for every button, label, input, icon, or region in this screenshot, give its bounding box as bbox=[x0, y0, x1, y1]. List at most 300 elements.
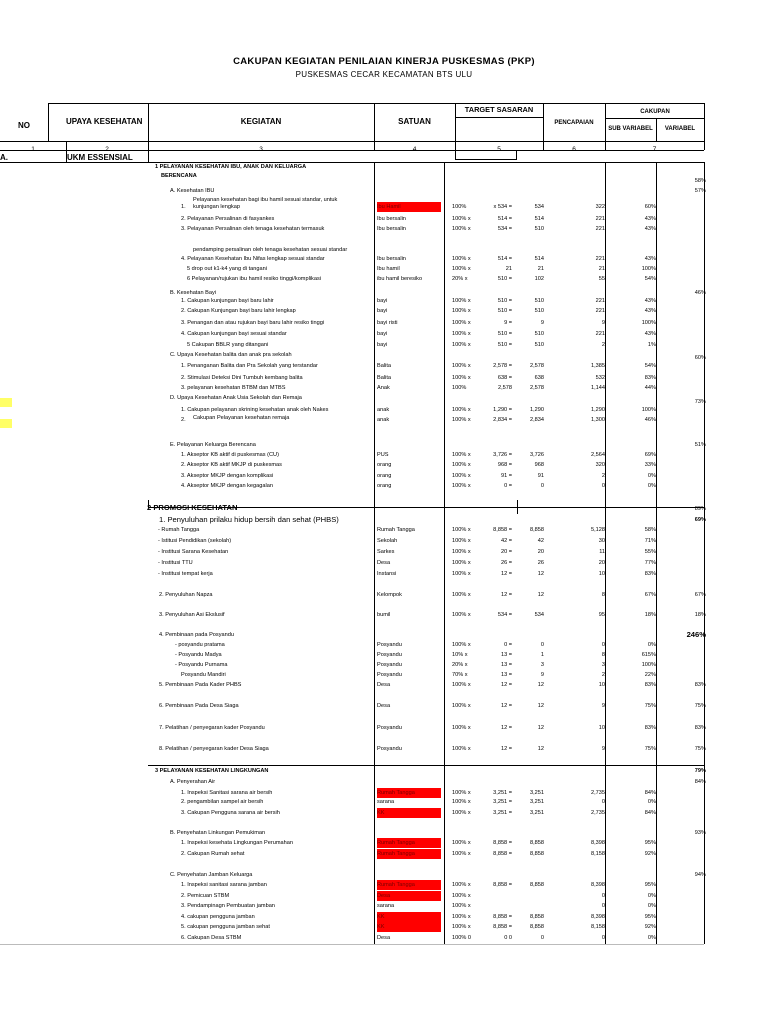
pencapaian-cell: 3 bbox=[601, 662, 605, 668]
kegiatan-cell: - Posyandu Madya bbox=[175, 652, 222, 658]
kegiatan-cell: 4. Akseptor MKJP dengan kegagalan bbox=[181, 483, 273, 489]
kegiatan-cell: B. Kesehatan Bayi bbox=[170, 290, 217, 296]
target-value-cell: 0 0 bbox=[504, 935, 512, 941]
target-value-cell: 3,251 = bbox=[493, 810, 512, 816]
header-variabel: VARIABEL bbox=[664, 126, 696, 132]
target-value-cell: 91 = bbox=[500, 473, 512, 479]
variabel-cell: 89% bbox=[694, 506, 706, 512]
pencapaian-cell: 320 bbox=[595, 462, 605, 468]
satuan-cell: Rumah Tangga bbox=[377, 838, 441, 848]
target-result-cell: 12 bbox=[537, 725, 544, 731]
page-title: CAKUPAN KEGIATAN PENILAIAN KINERJA PUSKESMAS (PKP) bbox=[233, 56, 535, 67]
target-result-cell: 2,834 bbox=[530, 417, 544, 423]
satuan-cell: orang bbox=[377, 462, 392, 468]
variabel-cell: 57% bbox=[694, 188, 706, 194]
satuan-cell: Rumah Tangga bbox=[377, 527, 415, 533]
pencapaian-cell: 1,300 bbox=[591, 417, 605, 423]
kegiatan-cell: 2. pengambilan sampel air bersih bbox=[181, 799, 264, 805]
kegiatan-cell: - Institusi tempat kerja bbox=[158, 571, 213, 577]
variabel-cell: 246% bbox=[686, 630, 706, 639]
kegiatan-cell: 5. cakupan pengguna jamban sehat bbox=[181, 924, 270, 930]
target-result-cell: 1,290 bbox=[530, 407, 544, 413]
sub-variabel-cell: 92% bbox=[644, 851, 656, 857]
pencapaian-cell: 0 bbox=[601, 893, 605, 899]
sub-variabel-cell: 54% bbox=[644, 276, 656, 282]
variabel-cell: 51% bbox=[694, 442, 706, 448]
pencapaian-cell: 20 bbox=[598, 560, 605, 566]
sub-variabel-cell: 0% bbox=[647, 935, 656, 941]
table-row bbox=[0, 766, 768, 776]
satuan-cell: Rumah Tangga bbox=[377, 849, 441, 859]
satuan-cell: anak bbox=[377, 417, 390, 423]
header-pencapaian: PENCAPAIAN bbox=[554, 120, 594, 126]
target-result-cell: 12 bbox=[537, 592, 544, 598]
table-row bbox=[0, 650, 768, 660]
satuan-cell: Anak bbox=[377, 385, 390, 391]
kegiatan-cell: 4. Pembinaan pada Posyandu bbox=[159, 632, 234, 638]
table-row bbox=[0, 274, 768, 284]
target-result-cell: 91 bbox=[537, 473, 544, 479]
target-value-cell: 12 = bbox=[500, 703, 512, 709]
target-result-cell: 514 bbox=[534, 216, 544, 222]
target-result-cell: 12 bbox=[537, 703, 544, 709]
sub-variabel-cell: 100% bbox=[641, 320, 656, 326]
pencapaian-cell: 0 bbox=[601, 799, 605, 805]
target-value-cell: 534 = bbox=[497, 226, 512, 232]
table-row bbox=[0, 880, 768, 890]
variabel-cell: 75% bbox=[694, 746, 706, 752]
satuan-cell: Ibu bersalin bbox=[377, 256, 406, 262]
target-result-cell: 638 bbox=[534, 375, 544, 381]
pencapaian-cell: 0 bbox=[601, 642, 605, 648]
sub-variabel-cell: 100% bbox=[641, 266, 656, 272]
target-result-cell: 26 bbox=[537, 560, 544, 566]
table-row bbox=[0, 329, 768, 339]
target-percent-cell: 100% bbox=[452, 385, 467, 391]
target-percent-cell: 100% x bbox=[452, 592, 471, 598]
target-result-cell: 21 bbox=[537, 266, 544, 272]
target-result-cell: 42 bbox=[537, 538, 544, 544]
table-row bbox=[0, 340, 768, 350]
kegiatan-cell: 1. bbox=[181, 204, 186, 210]
kegiatan-cell: 3. pelayanan kesehatan BTBM dan MTBS bbox=[181, 385, 286, 391]
variabel-cell: 84% bbox=[694, 779, 706, 785]
pencapaian-cell: 221 bbox=[595, 216, 605, 222]
kegiatan-cell: - Istitusi Pendidikan (sekolah) bbox=[158, 538, 232, 544]
target-percent-cell: 100% x bbox=[452, 840, 471, 846]
sub-variabel-cell: 83% bbox=[644, 682, 656, 688]
satuan-cell: bayi bbox=[377, 342, 388, 348]
kegiatan-cell: - posyandu pratama bbox=[175, 642, 225, 648]
pencapaian-cell: 532 bbox=[595, 375, 605, 381]
table-row bbox=[0, 547, 768, 557]
target-value-cell: 21 bbox=[505, 266, 512, 272]
target-percent-cell: 100% x bbox=[452, 810, 471, 816]
target-result-cell: 8,858 bbox=[530, 840, 544, 846]
table-row bbox=[0, 306, 768, 316]
target-percent-cell: 70% x bbox=[452, 672, 468, 678]
satuan-cell: Desa bbox=[377, 891, 441, 901]
kegiatan-cell: A. Penyerahan Air bbox=[170, 779, 216, 785]
sub-variabel-cell: 69% bbox=[644, 452, 656, 458]
target-percent-cell: 100% x bbox=[452, 560, 471, 566]
pencapaian-cell: 10 bbox=[598, 571, 605, 577]
sub-variabel-cell: 83% bbox=[644, 571, 656, 577]
satuan-cell: Ibu hamil bbox=[377, 266, 400, 272]
table-row bbox=[0, 254, 768, 264]
target-value-cell: 638 = bbox=[497, 375, 512, 381]
col-number: 4 bbox=[412, 146, 417, 153]
target-percent-cell: 100% x bbox=[452, 462, 471, 468]
kegiatan-cell: - Rumah Tangga bbox=[158, 527, 200, 533]
target-value-cell: 514 = bbox=[497, 256, 512, 262]
pencapaian-cell: 30 bbox=[598, 538, 605, 544]
sub-variabel-cell: 1% bbox=[647, 342, 656, 348]
section-letter: A. bbox=[0, 153, 8, 162]
target-result-cell: 2,578 bbox=[530, 385, 544, 391]
satuan-cell: bayi bbox=[377, 308, 388, 314]
target-percent-cell: 100% x bbox=[452, 483, 471, 489]
target-percent-cell: 100% x bbox=[452, 320, 471, 326]
variabel-cell: 79% bbox=[694, 768, 706, 774]
table-row bbox=[0, 901, 768, 911]
sub-variabel-cell: 71% bbox=[644, 538, 656, 544]
table-row bbox=[0, 176, 768, 186]
satuan-cell: orang bbox=[377, 473, 392, 479]
header-kegiatan: KEGIATAN bbox=[240, 117, 282, 126]
table-row bbox=[0, 525, 768, 535]
satuan-cell: sarana bbox=[377, 903, 395, 909]
target-result-cell: 968 bbox=[534, 462, 544, 468]
target-result-cell: 534 bbox=[534, 204, 544, 210]
pencapaian-cell: 1,290 bbox=[591, 407, 605, 413]
table-row bbox=[0, 361, 768, 371]
target-value-cell: 8,858 = bbox=[493, 924, 512, 930]
sub-variabel-cell: 58% bbox=[644, 527, 656, 533]
kegiatan-cell: 2. Pelayanan Persalinan di fasyankes bbox=[181, 216, 275, 222]
target-result-cell: 3 bbox=[540, 662, 544, 668]
sub-variabel-cell: 95% bbox=[644, 840, 656, 846]
table-row bbox=[0, 670, 768, 680]
satuan-cell: Ibu bersalin bbox=[377, 216, 406, 222]
sub-variabel-cell: 54% bbox=[644, 363, 656, 369]
table-row bbox=[0, 373, 768, 383]
kegiatan-cell: 4. Pelayanan Kesehatan Ibu Nifas lengkap sesuai standar bbox=[181, 256, 325, 262]
kegiatan-cell: 6. Cakupan Desa STBM bbox=[181, 935, 242, 941]
table-row bbox=[0, 701, 768, 711]
header-cakupan: CAKUPAN bbox=[640, 109, 670, 115]
target-value-cell: 13 = bbox=[500, 662, 512, 668]
kegiatan-cell: 1. Akseptor KB aktif di puskesmas (CU) bbox=[181, 452, 279, 458]
table-row bbox=[0, 504, 768, 514]
pencapaian-cell: 2 bbox=[601, 672, 605, 678]
target-value-cell: 510 = bbox=[497, 308, 512, 314]
satuan-cell: Posyandu bbox=[377, 725, 402, 731]
target-percent-cell: 100% bbox=[452, 204, 467, 210]
col-number: 7 bbox=[652, 146, 657, 153]
table-row bbox=[0, 640, 768, 650]
table-row bbox=[0, 264, 768, 274]
sub-variabel-cell: 0% bbox=[647, 483, 656, 489]
kegiatan-cell: 2. Pemicuan STBM bbox=[181, 893, 230, 899]
target-value-cell: 26 = bbox=[500, 560, 512, 566]
target-percent-cell: 100% x bbox=[452, 417, 471, 423]
target-value-cell: 514 = bbox=[497, 216, 512, 222]
sub-variabel-cell: 615% bbox=[641, 652, 656, 658]
table-row bbox=[0, 569, 768, 579]
table-row bbox=[0, 471, 768, 481]
target-value-cell: 2,578 = bbox=[493, 363, 512, 369]
variabel-cell: 73% bbox=[694, 399, 706, 405]
target-percent-cell: 100% x bbox=[452, 473, 471, 479]
variabel-cell: 75% bbox=[694, 703, 706, 709]
table-row bbox=[0, 744, 768, 754]
target-result-cell: 8,858 bbox=[530, 914, 544, 920]
pencapaian-cell: 8,158 bbox=[591, 851, 605, 857]
pencapaian-cell: 221 bbox=[595, 226, 605, 232]
pencapaian-cell: 221 bbox=[595, 256, 605, 262]
target-percent-cell: 100% x bbox=[452, 612, 471, 618]
kegiatan-cell: 1. Inspeksi Sanitasi sarana air bersih bbox=[181, 790, 273, 796]
target-result-cell: 510 bbox=[534, 226, 544, 232]
target-percent-cell: 100% x bbox=[452, 375, 471, 381]
table-row bbox=[0, 318, 768, 328]
pencapaian-cell: 0 bbox=[601, 483, 605, 489]
target-percent-cell: 100% x bbox=[452, 226, 471, 232]
kegiatan-cell: 1. Inspeksi kesehata Lingkungan Perumahan bbox=[181, 840, 293, 846]
satuan-cell: Desa bbox=[377, 703, 391, 709]
target-percent-cell: 100% x bbox=[452, 298, 471, 304]
target-percent-cell: 100% x bbox=[452, 746, 471, 752]
target-percent-cell: 100% x bbox=[452, 363, 471, 369]
variabel-cell: 83% bbox=[694, 725, 706, 731]
target-value-cell: 3,726 = bbox=[493, 452, 512, 458]
sub-variabel-cell: 43% bbox=[644, 308, 656, 314]
header-target: TARGET SASARAN bbox=[464, 105, 534, 114]
variabel-cell: 83% bbox=[694, 682, 706, 688]
kegiatan-cell: B. Penyehatan Linkungan Pemukiman bbox=[170, 830, 266, 836]
sub-variabel-cell: 22% bbox=[644, 672, 656, 678]
satuan-cell: Rumah Tangga bbox=[377, 788, 441, 798]
kegiatan-cell: A. Kesehatan IBU bbox=[170, 188, 215, 194]
col-number: 2 bbox=[105, 146, 109, 153]
pencapaian-cell: 0 bbox=[601, 935, 605, 941]
sub-variabel-cell: 95% bbox=[644, 914, 656, 920]
table-row bbox=[0, 460, 768, 470]
target-percent-cell: 100% x bbox=[452, 642, 471, 648]
target-result-cell: 3,251 bbox=[530, 810, 544, 816]
target-percent-cell: 100% x bbox=[452, 682, 471, 688]
highlight-cell bbox=[0, 419, 12, 428]
sub-variabel-cell: 43% bbox=[644, 226, 656, 232]
pencapaian-cell: 2,735 bbox=[591, 810, 605, 816]
pencapaian-cell: 55 bbox=[598, 276, 605, 282]
variabel-cell: 93% bbox=[694, 830, 706, 836]
sub-variabel-cell: 84% bbox=[644, 810, 656, 816]
pencapaian-cell: 95 bbox=[598, 612, 605, 618]
table-row bbox=[0, 418, 768, 428]
satuan-cell: orang bbox=[377, 483, 392, 489]
target-percent-cell: 100% x bbox=[452, 790, 471, 796]
target-result-cell: 514 bbox=[534, 256, 544, 262]
sub-variabel-cell: 33% bbox=[644, 462, 656, 468]
target-percent-cell: 100% 0 bbox=[452, 935, 471, 941]
target-result-cell: 12 bbox=[537, 571, 544, 577]
pencapaian-cell: 221 bbox=[595, 308, 605, 314]
kegiatan-cell: 6 Pelayanan/rujukan ibu hamil resiko tinggi/komplikasi bbox=[187, 276, 322, 282]
sub-variabel-cell: 75% bbox=[644, 703, 656, 709]
target-result-cell: 12 bbox=[537, 746, 544, 752]
sub-variabel-cell: 83% bbox=[644, 375, 656, 381]
kegiatan-cell: 2 PROMOSI KESEHATAN bbox=[147, 503, 238, 512]
satuan-cell: Balita bbox=[377, 363, 391, 369]
satuan-cell: bayi risti bbox=[377, 320, 398, 326]
kegiatan-cell: 5 Cakupan BBLR yang ditangani bbox=[187, 342, 269, 348]
header-no: NO bbox=[18, 121, 30, 130]
empty-cell bbox=[455, 150, 517, 160]
kegiatan-cell: - Institusi TTU bbox=[158, 560, 193, 566]
target-percent-cell: 100% x bbox=[452, 799, 471, 805]
sub-variabel-cell: 0% bbox=[647, 799, 656, 805]
kegiatan-cell: 2. Penyuluhan Napza bbox=[159, 592, 213, 598]
kegiatan-cell: Cakupan Pelayanan kesehatan remaja bbox=[193, 415, 290, 421]
table-row bbox=[0, 536, 768, 546]
kegiatan-cell: 1. Cakupan pelayanan skrining kesehatan anak oleh Nakes bbox=[181, 407, 329, 413]
sub-variabel-cell: 83% bbox=[644, 725, 656, 731]
target-value-cell: 12 = bbox=[500, 571, 512, 577]
kegiatan-cell: 3. Akseptor MKJP dengan komplikasi bbox=[181, 473, 274, 479]
target-value-cell: 8,858 = bbox=[493, 882, 512, 888]
table-row bbox=[0, 660, 768, 670]
satuan-cell: Posyandu bbox=[377, 672, 402, 678]
target-percent-cell: 10% x bbox=[452, 652, 468, 658]
target-value-cell: 510 = bbox=[497, 331, 512, 337]
sub-variabel-cell: 60% bbox=[644, 204, 656, 210]
satuan-cell: Posyandu bbox=[377, 662, 402, 668]
table-row bbox=[0, 481, 768, 491]
table-row bbox=[0, 933, 768, 943]
sub-variabel-cell: 43% bbox=[644, 256, 656, 262]
target-result-cell: 2,578 bbox=[530, 363, 544, 369]
target-percent-cell: 100% x bbox=[452, 924, 471, 930]
table-row bbox=[0, 849, 768, 859]
target-value-cell: 8,858 = bbox=[493, 851, 512, 857]
target-percent-cell: 100% x bbox=[452, 527, 471, 533]
kegiatan-cell: 5. Pembinaan Pada Kader PHBS bbox=[159, 682, 242, 688]
satuan-cell: Posyandu bbox=[377, 652, 402, 658]
target-value-cell: 42 = bbox=[500, 538, 512, 544]
table-row bbox=[0, 610, 768, 620]
variabel-cell: 46% bbox=[694, 290, 706, 296]
target-result-cell: 3,726 bbox=[530, 452, 544, 458]
satuan-cell: PUS bbox=[377, 452, 389, 458]
satuan-cell: Ibu Hamil bbox=[377, 202, 441, 212]
table-row bbox=[0, 296, 768, 306]
satuan-cell: sarana bbox=[377, 799, 395, 805]
target-percent-cell: 100% x bbox=[452, 308, 471, 314]
target-result-cell: 3,251 bbox=[530, 790, 544, 796]
target-value-cell: 510 = bbox=[497, 276, 512, 282]
target-result-cell: 9 bbox=[540, 320, 544, 326]
satuan-cell: Desa bbox=[377, 935, 391, 941]
table-row bbox=[0, 450, 768, 460]
pencapaian-cell: 8,398 bbox=[591, 914, 605, 920]
target-result-cell: 510 bbox=[534, 331, 544, 337]
kegiatan-cell: 2. Cakupan Kunjungan bayi baru lahir lengkap bbox=[181, 308, 296, 314]
pencapaian-cell: 9 bbox=[601, 746, 605, 752]
table-row bbox=[0, 922, 768, 932]
variabel-cell: 69% bbox=[694, 517, 706, 523]
pencapaian-cell: 2 bbox=[601, 342, 605, 348]
kegiatan-cell: BERENCANA bbox=[161, 173, 197, 179]
pencapaian-cell: 1,144 bbox=[591, 385, 605, 391]
table-row bbox=[0, 777, 768, 787]
kegiatan-cell: 5 drop out k1-k4 yang di tangani bbox=[187, 266, 267, 272]
target-result-cell: 8,858 bbox=[530, 882, 544, 888]
kegiatan-cell: pendamping persalinan oleh tenaga kesehatan sesuai standar bbox=[193, 247, 348, 253]
target-value-cell: 3,251 = bbox=[493, 790, 512, 796]
target-value-cell: 13 = bbox=[500, 672, 512, 678]
target-value-cell: x 534 = bbox=[493, 204, 512, 210]
sub-variabel-cell: 84% bbox=[644, 790, 656, 796]
target-value-cell: 968 = bbox=[497, 462, 512, 468]
table-row bbox=[0, 558, 768, 568]
pencapaian-cell: 8 bbox=[601, 652, 605, 658]
pencapaian-cell: 10 bbox=[598, 725, 605, 731]
satuan-cell: Desa bbox=[377, 682, 391, 688]
col-number: 6 bbox=[572, 146, 576, 153]
sub-variabel-cell: 18% bbox=[644, 612, 656, 618]
satuan-cell: Sekolah bbox=[377, 538, 398, 544]
pencapaian-cell: 322 bbox=[595, 204, 605, 210]
target-value-cell: 0 = bbox=[504, 483, 512, 489]
header-sub-variabel: SUB VARIABEL bbox=[608, 126, 653, 132]
satuan-cell: bumil bbox=[377, 612, 391, 618]
target-percent-cell: 100% x bbox=[452, 407, 471, 413]
col-number: 5 bbox=[497, 146, 501, 153]
satuan-cell: Rumah Tangga bbox=[377, 880, 441, 890]
target-percent-cell: 100% x bbox=[452, 703, 471, 709]
target-result-cell: 8,858 bbox=[530, 851, 544, 857]
table-row bbox=[0, 202, 768, 212]
satuan-cell: bayi bbox=[377, 331, 388, 337]
sub-variabel-cell: 43% bbox=[644, 331, 656, 337]
pencapaian-cell: 10 bbox=[598, 682, 605, 688]
target-result-cell: 510 bbox=[534, 342, 544, 348]
col-number: 1 bbox=[31, 146, 35, 153]
target-percent-cell: 100% x bbox=[452, 266, 471, 272]
sub-variabel-cell: 67% bbox=[644, 592, 656, 598]
satuan-cell: Balita bbox=[377, 375, 391, 381]
sub-variabel-cell: 43% bbox=[644, 298, 656, 304]
table-row bbox=[0, 515, 768, 525]
sub-variabel-cell: 95% bbox=[644, 882, 656, 888]
target-percent-cell: 100% x bbox=[452, 914, 471, 920]
kegiatan-cell: C. Penyehatan Jamban Keluarga bbox=[170, 872, 253, 878]
sub-variabel-cell: 100% bbox=[641, 662, 656, 668]
kegiatan-cell: 1. Penyuluhan prilaku hidup bersih dan sehat (PHBS) bbox=[159, 515, 339, 524]
target-result-cell: 8,858 bbox=[530, 924, 544, 930]
sub-variabel-cell: 77% bbox=[644, 560, 656, 566]
page-subtitle: PUSKESMAS CECAR KECAMATAN BTS ULU bbox=[295, 70, 473, 79]
sub-variabel-cell: 100% bbox=[641, 407, 656, 413]
pencapaian-cell: 221 bbox=[595, 331, 605, 337]
satuan-cell: KK bbox=[377, 808, 441, 818]
satuan-cell: anak bbox=[377, 407, 390, 413]
target-percent-cell: 20% x bbox=[452, 662, 468, 668]
variabel-cell: 94% bbox=[694, 872, 706, 878]
target-value-cell: 510 = bbox=[497, 342, 512, 348]
